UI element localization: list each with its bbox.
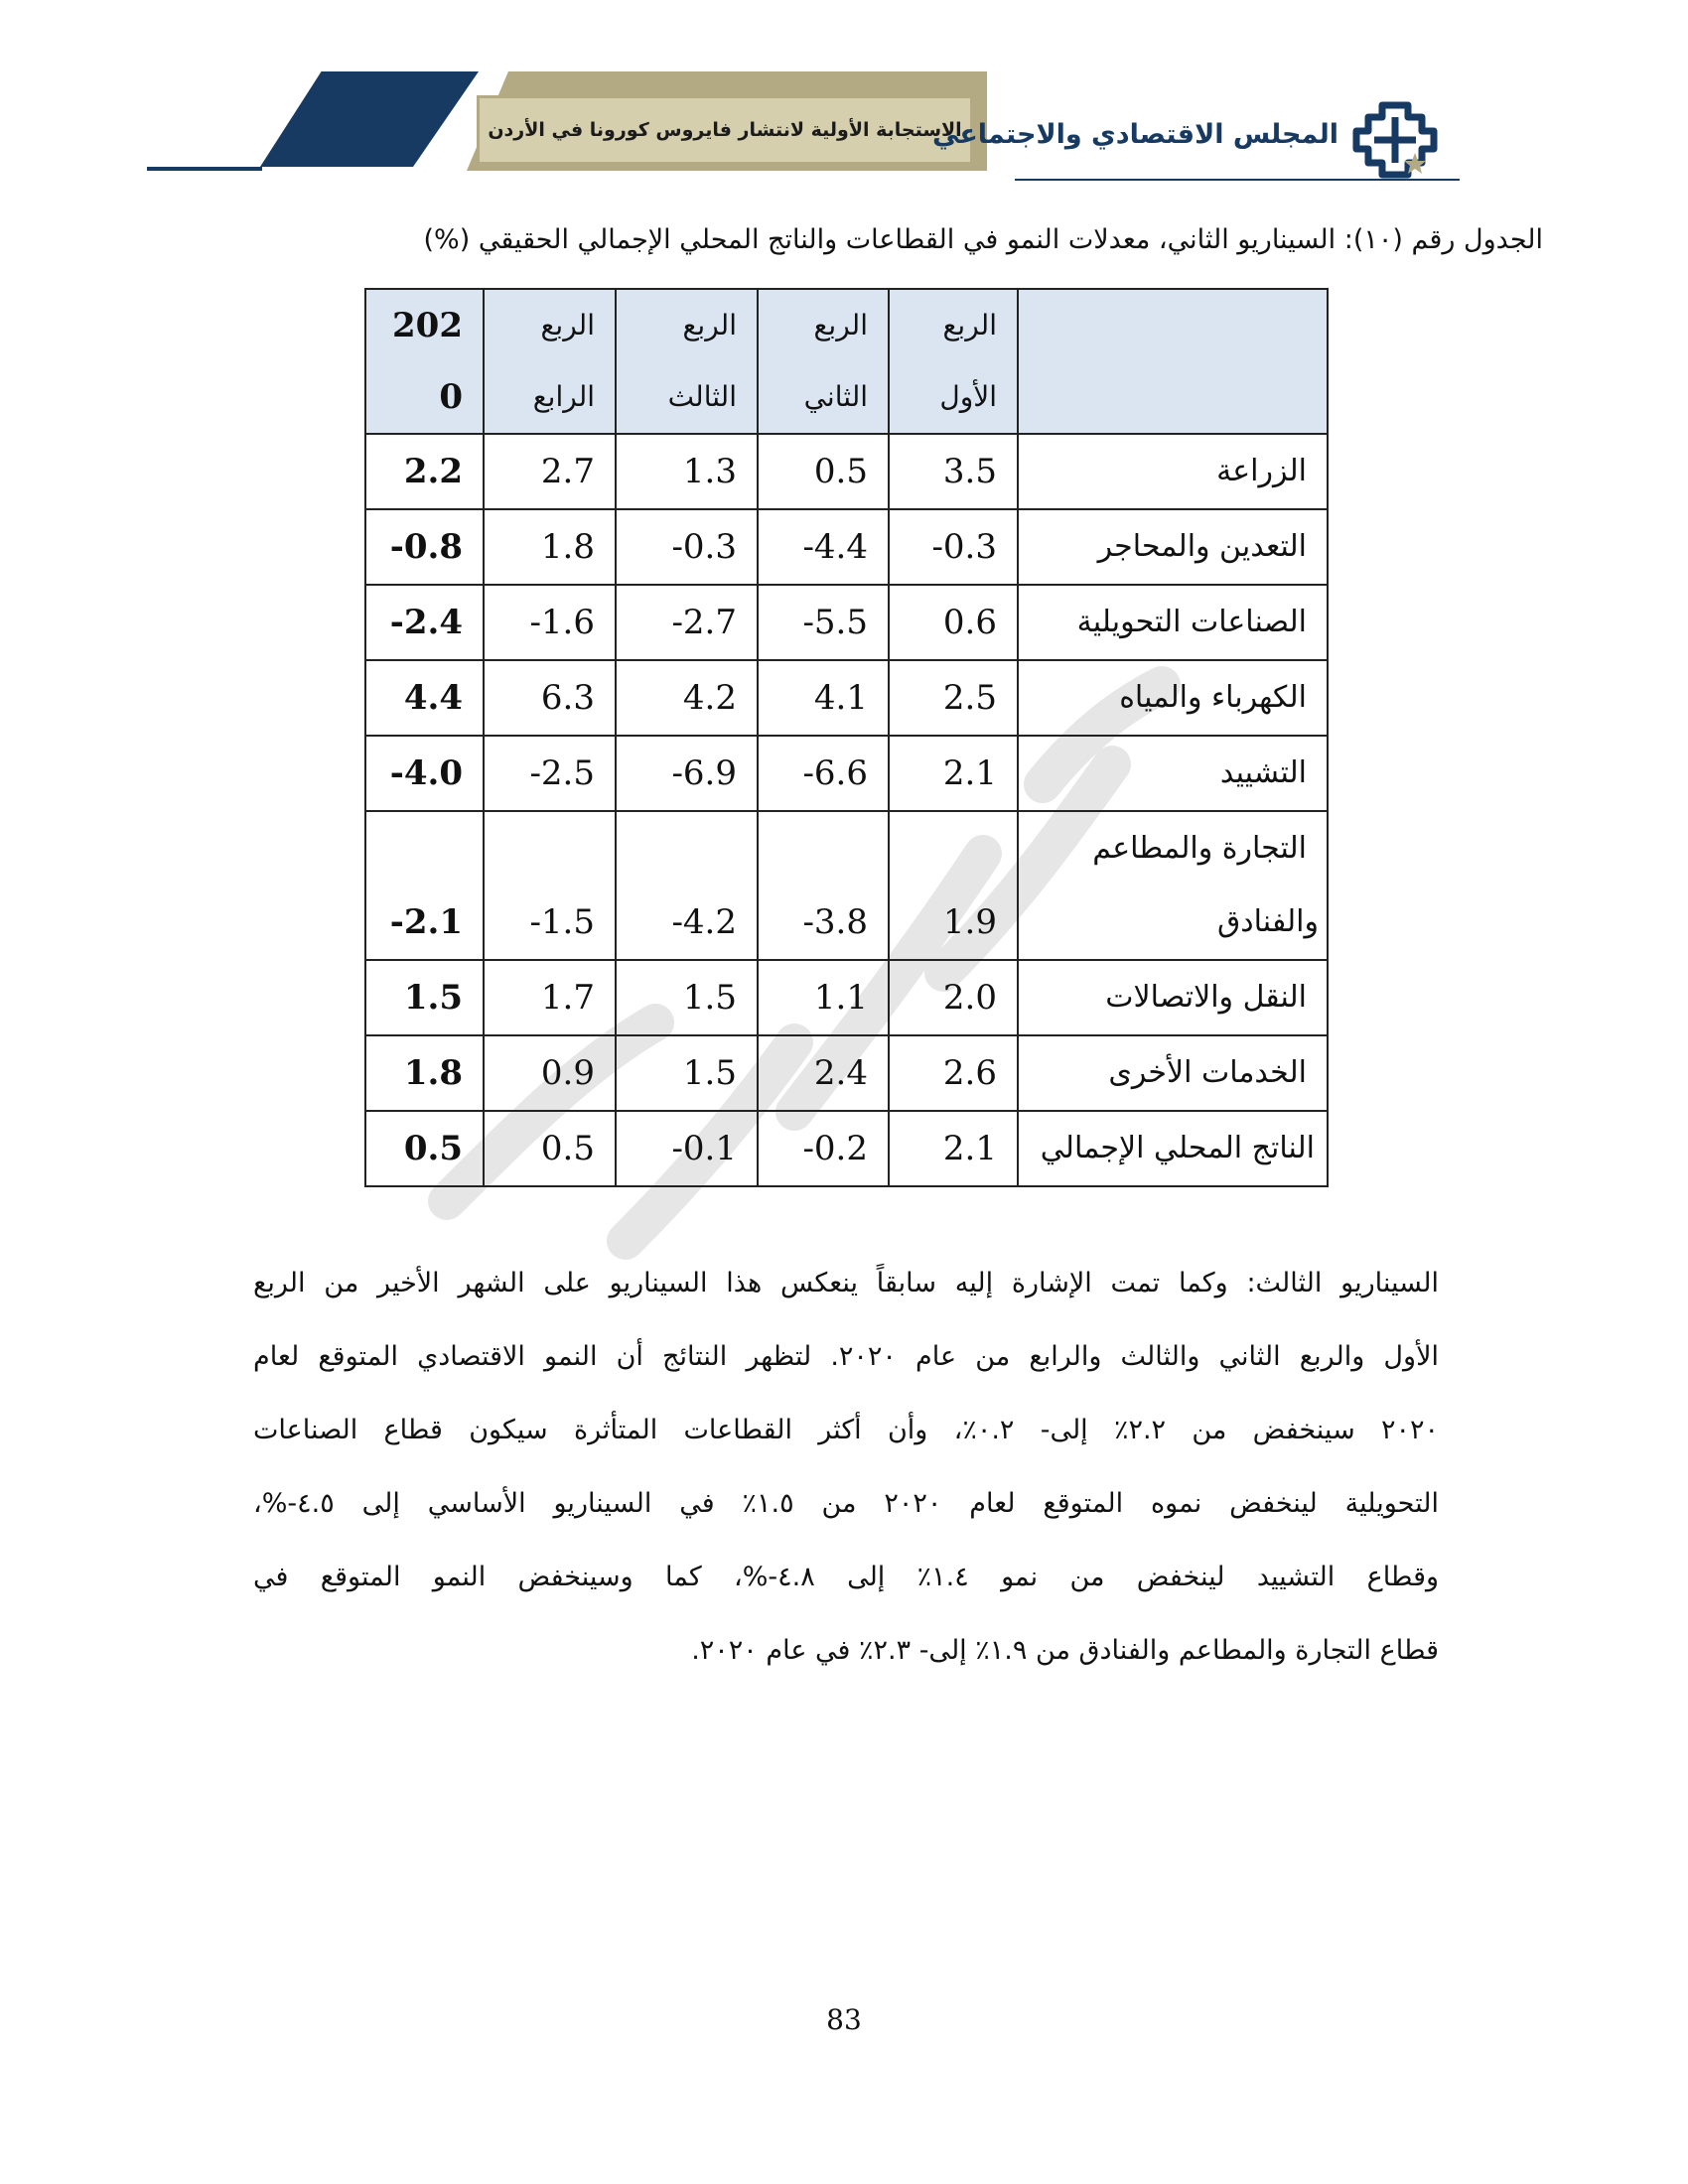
page-number: 83	[826, 2003, 862, 2036]
sector-cell: التشييد	[1018, 736, 1328, 811]
q4-cell: 1.7	[484, 960, 616, 1035]
table-row	[365, 660, 1328, 736]
table-row	[365, 1111, 1328, 1186]
q3-cell: 1.5	[616, 1035, 758, 1111]
q1-cell: 2.0	[889, 960, 1018, 1035]
q4-cell: 0.9	[484, 1035, 616, 1111]
year-cell: -2.1	[365, 811, 484, 960]
q1-cell: 2.6	[889, 1035, 1018, 1111]
q4-cell: -1.5	[484, 811, 616, 960]
banner-title: الاستجابة الأولية لانتشار فايروس كورونا في الأردن	[477, 95, 973, 165]
table-row	[365, 960, 1328, 1035]
sector-cell: التجارة والمطاعم والفنادق	[1018, 811, 1328, 960]
q3-cell: -6.9	[616, 736, 758, 811]
q4-cell: 6.3	[484, 660, 616, 736]
header-navy-band	[260, 71, 479, 167]
table-header-row	[365, 289, 1328, 434]
header-year: 202 0	[365, 289, 484, 434]
sector-cell: النقل والاتصالات	[1018, 960, 1328, 1035]
council-name: المجلس الاقتصادي والاجتماعي	[932, 119, 1338, 150]
q2-cell: -0.2	[758, 1111, 889, 1186]
q4-cell: 2.7	[484, 434, 616, 509]
paragraph-line: التحويلية لينخفض نموه المتوقع لعام ٢٠٢٠ من ١.٥٪ في السيناريو الأساسي إلى ٤.٥-%،	[253, 1488, 1439, 1519]
q3-cell: -0.1	[616, 1111, 758, 1186]
q1-cell: 2.1	[889, 736, 1018, 811]
paragraph-line: الأول والربع الثاني والثالث والرابع من عام ٢٠٢٠. لتظهر النتائج أن النمو الاقتصادي المتوقع لعام	[253, 1341, 1439, 1372]
table-row	[365, 1035, 1328, 1111]
sector-cell: الزراعة	[1018, 434, 1328, 509]
table-row	[365, 509, 1328, 585]
q4-cell: 1.8	[484, 509, 616, 585]
year-cell: 1.5	[365, 960, 484, 1035]
table-caption: الجدول رقم (١٠): السيناريو الثاني، معدلات النمو في القطاعات والناتج المحلي الإجمالي الحقيقي (%)	[423, 224, 1543, 255]
q2-cell: -6.6	[758, 736, 889, 811]
header-q2: الربع الثاني	[758, 289, 889, 434]
table-row	[365, 736, 1328, 811]
q4-cell: -2.5	[484, 736, 616, 811]
q2-cell: 2.4	[758, 1035, 889, 1111]
growth-table	[364, 288, 1329, 1187]
header-q3: الربع الثالث	[616, 289, 758, 434]
q2-cell: -5.5	[758, 585, 889, 660]
header-q4: الربع الرابع	[484, 289, 616, 434]
q3-cell: -0.3	[616, 509, 758, 585]
q4-cell: -1.6	[484, 585, 616, 660]
year-cell: -4.0	[365, 736, 484, 811]
table-row	[365, 434, 1328, 509]
q3-cell: 1.5	[616, 960, 758, 1035]
header-q1: الربع الأول	[889, 289, 1018, 434]
q3-cell: 1.3	[616, 434, 758, 509]
q2-cell: -4.4	[758, 509, 889, 585]
q2-cell: 1.1	[758, 960, 889, 1035]
table-row	[365, 585, 1328, 660]
q1-cell: 1.9	[889, 811, 1018, 960]
paragraph-line: قطاع التجارة والمطاعم والفنادق من ١.٩٪ إلى- ٢.٣٪ في عام ٢٠٢٠.	[691, 1635, 1439, 1666]
q1-cell: 0.6	[889, 585, 1018, 660]
paragraph-line: السيناريو الثالث: وكما تمت الإشارة إليه سابقاً ينعكس هذا السيناريو على الشهر الأخير من الربع	[253, 1268, 1439, 1298]
header-sector	[1018, 289, 1328, 434]
scenario-three-paragraph	[253, 1247, 1439, 1688]
year-cell: 0.5	[365, 1111, 484, 1186]
sector-cell: التعدين والمحاجر	[1018, 509, 1328, 585]
paragraph-line: وقطاع التشييد لينخفض من نمو ١.٤٪ إلى ٤.٨-%، كما وسينخفض النمو المتوقع في	[253, 1562, 1440, 1592]
q1-cell: 2.1	[889, 1111, 1018, 1186]
sector-cell: الكهرباء والمياه	[1018, 660, 1328, 736]
year-cell: -0.8	[365, 509, 484, 585]
q1-cell: 2.5	[889, 660, 1018, 736]
year-cell: 4.4	[365, 660, 484, 736]
paragraph-line: ٢٠٢٠ سينخفض من ٢.٢٪ إلى- ٠.٢٪، وأن أكثر القطاعات المتأثرة سيكون قطاع الصناعات	[253, 1415, 1439, 1445]
q1-cell: 3.5	[889, 434, 1018, 509]
q3-cell: -2.7	[616, 585, 758, 660]
sector-cell: الخدمات الأخرى	[1018, 1035, 1328, 1111]
table-row	[365, 811, 1328, 960]
year-cell: 1.8	[365, 1035, 484, 1111]
year-cell: 2.2	[365, 434, 484, 509]
q1-cell: -0.3	[889, 509, 1018, 585]
q4-cell: 0.5	[484, 1111, 616, 1186]
q2-cell: 0.5	[758, 434, 889, 509]
header-navy-underline	[147, 167, 262, 171]
q3-cell: -4.2	[616, 811, 758, 960]
year-cell: -2.4	[365, 585, 484, 660]
q3-cell: 4.2	[616, 660, 758, 736]
q2-cell: 4.1	[758, 660, 889, 736]
council-logo-icon	[1352, 97, 1438, 183]
sector-cell: الصناعات التحويلية	[1018, 585, 1328, 660]
q2-cell: -3.8	[758, 811, 889, 960]
sector-cell: الناتج المحلي الإجمالي	[1018, 1111, 1328, 1186]
